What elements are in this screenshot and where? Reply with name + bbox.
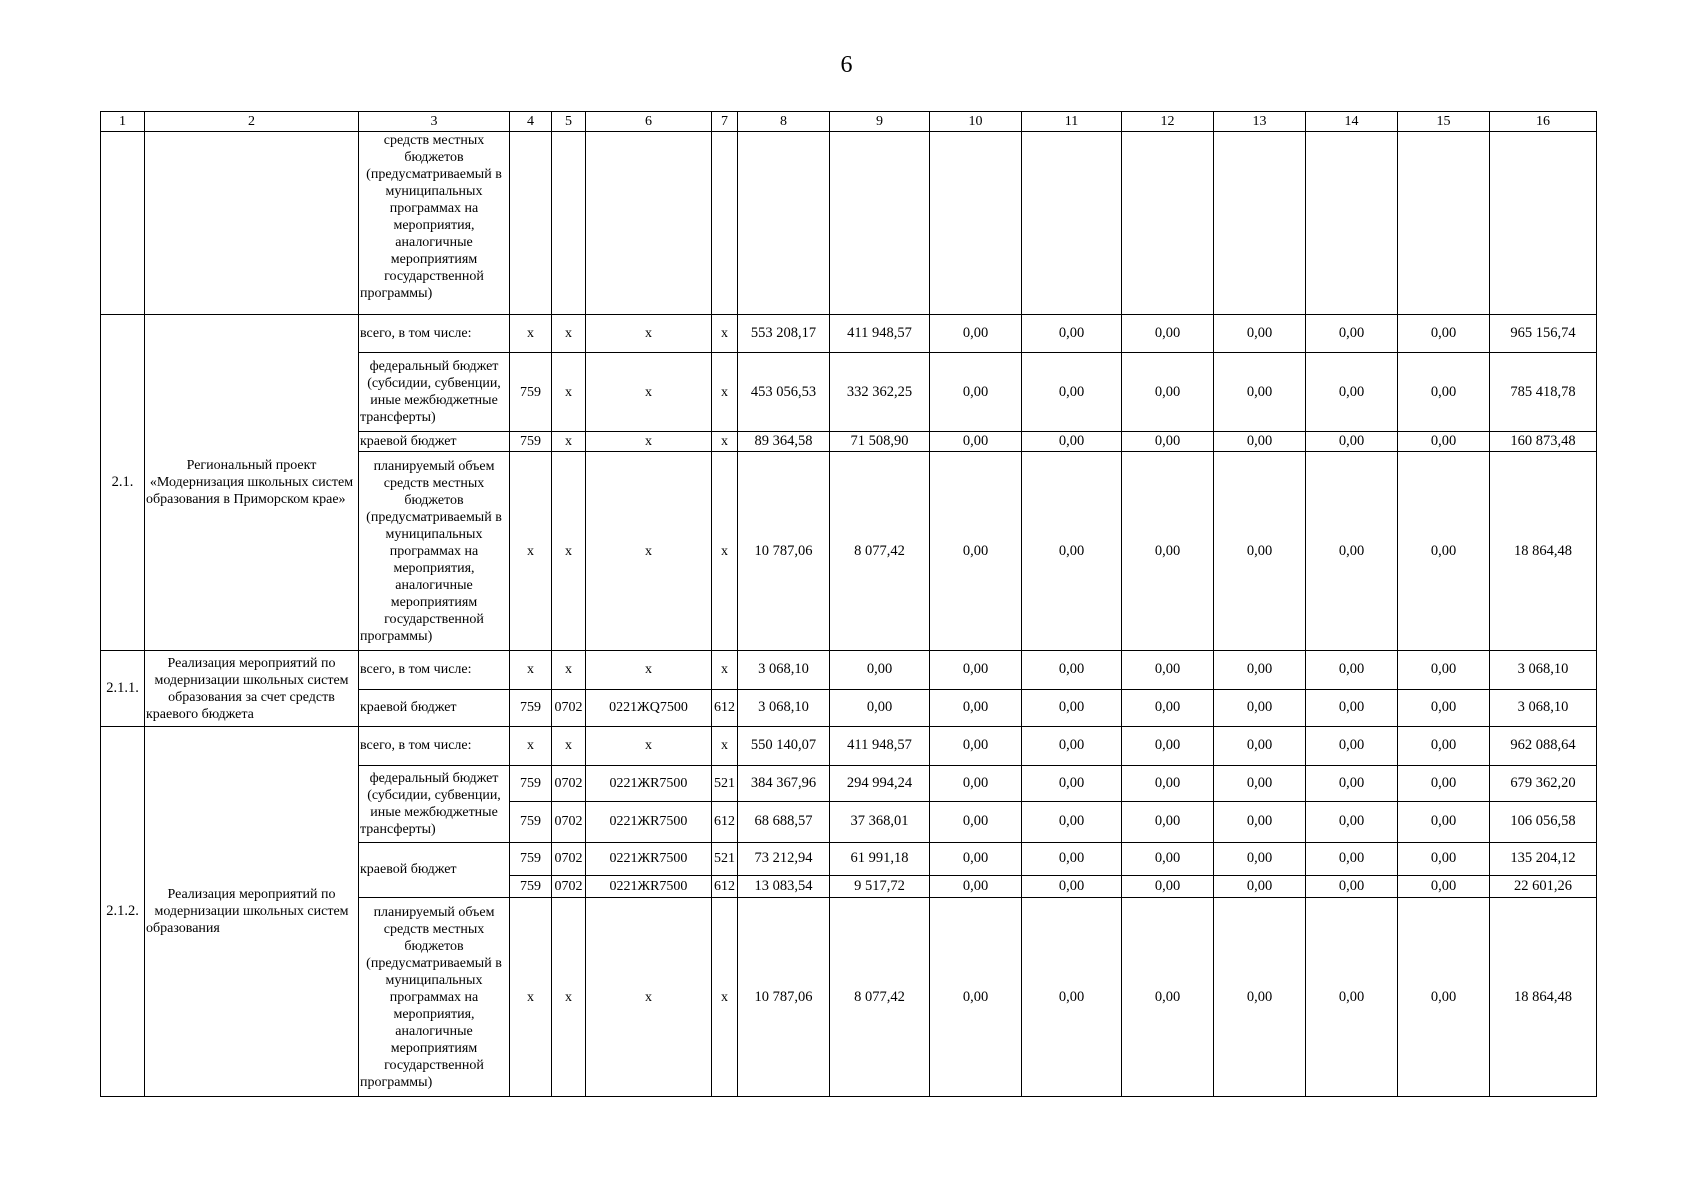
year-10-cell: 0,00: [930, 689, 1022, 726]
gov-code-cell: 759: [510, 842, 552, 875]
section-code-cell: x: [552, 727, 586, 766]
year-13-cell: 0,00: [1214, 727, 1306, 766]
total-cell: 962 088,64: [1490, 727, 1597, 766]
expense-type-cell: 612: [712, 802, 738, 843]
year-12-cell: 0,00: [1122, 765, 1214, 801]
table-row: [101, 314, 1597, 353]
gov-code-cell: x: [510, 898, 552, 1097]
total-cell: 785 418,78: [1490, 353, 1597, 432]
section-code-cell: x: [552, 452, 586, 651]
year-11-cell: 0,00: [1022, 432, 1122, 452]
header-cell: 3: [359, 112, 510, 132]
funding-source-label: всего, в том числе:: [359, 727, 510, 766]
year-8-cell: 13 083,54: [738, 876, 830, 898]
budget-table: [100, 111, 1597, 1097]
year-14-cell: 0,00: [1306, 353, 1398, 432]
section-code-cell: 0702: [552, 765, 586, 801]
gov-code-cell: 759: [510, 353, 552, 432]
funding-source-label: федеральный бюджет (субсидии, субвенции, иные межбюджетные трансферты): [359, 765, 510, 842]
header-cell: 6: [586, 112, 712, 132]
expense-type-cell: x: [712, 353, 738, 432]
gov-code-cell: x: [510, 727, 552, 766]
total-cell: 679 362,20: [1490, 765, 1597, 801]
year-15-cell: 0,00: [1398, 432, 1490, 452]
year-14-cell: 0,00: [1306, 432, 1398, 452]
year-8-cell: 550 140,07: [738, 727, 830, 766]
year-12-cell: 0,00: [1122, 689, 1214, 726]
year-15-cell: 0,00: [1398, 353, 1490, 432]
year-10-cell: 0,00: [930, 727, 1022, 766]
funding-source-label: краевой бюджет: [359, 432, 510, 452]
header-cell: 16: [1490, 112, 1597, 132]
funding-source-label: краевой бюджет: [359, 842, 510, 898]
year-14-cell: 0,00: [1306, 651, 1398, 690]
year-11-cell: 0,00: [1022, 689, 1122, 726]
header-cell: 2: [145, 112, 359, 132]
year-8-cell: 3 068,10: [738, 689, 830, 726]
year-10-cell: 0,00: [930, 802, 1022, 843]
year-10-cell: 0,00: [930, 898, 1022, 1097]
year-12-cell: 0,00: [1122, 432, 1214, 452]
year-10-cell: 0,00: [930, 842, 1022, 875]
year-14-cell: 0,00: [1306, 898, 1398, 1097]
year-13-cell: 0,00: [1214, 876, 1306, 898]
year-11-cell: 0,00: [1022, 727, 1122, 766]
year-9-cell: 9 517,72: [830, 876, 930, 898]
total-cell: 106 056,58: [1490, 802, 1597, 843]
section-number: 2.1.: [101, 314, 145, 650]
year-12-cell: 0,00: [1122, 842, 1214, 875]
year-8-cell: 73 212,94: [738, 842, 830, 875]
gov-code-cell: x: [510, 452, 552, 651]
year-14-cell: 0,00: [1306, 765, 1398, 801]
table-row: [101, 651, 1597, 690]
expense-type-cell: x: [712, 452, 738, 651]
year-12-cell: 0,00: [1122, 314, 1214, 353]
year-9-cell: 71 508,90: [830, 432, 930, 452]
year-11-cell: 0,00: [1022, 765, 1122, 801]
year-14-cell: 0,00: [1306, 727, 1398, 766]
year-15-cell: 0,00: [1398, 689, 1490, 726]
year-8-cell: 68 688,57: [738, 802, 830, 843]
table-row: [101, 727, 1597, 766]
year-14-cell: 0,00: [1306, 876, 1398, 898]
total-cell: 3 068,10: [1490, 651, 1597, 690]
total-cell: 18 864,48: [1490, 452, 1597, 651]
expense-type-cell: 521: [712, 842, 738, 875]
section-name: Региональный проект «Модернизация школьных систем образования в Приморском крае»: [145, 314, 359, 650]
header-cell: 11: [1022, 112, 1122, 132]
gov-code-cell: 759: [510, 432, 552, 452]
year-15-cell: 0,00: [1398, 802, 1490, 843]
section-code-cell: 0702: [552, 802, 586, 843]
year-13-cell: 0,00: [1214, 353, 1306, 432]
header-cell: 8: [738, 112, 830, 132]
target-code-cell: x: [586, 314, 712, 353]
year-8-cell: 89 364,58: [738, 432, 830, 452]
year-12-cell: 0,00: [1122, 651, 1214, 690]
year-9-cell: 411 948,57: [830, 314, 930, 353]
year-10-cell: 0,00: [930, 432, 1022, 452]
header-cell: 14: [1306, 112, 1398, 132]
year-13-cell: 0,00: [1214, 314, 1306, 353]
target-code-cell: x: [586, 353, 712, 432]
target-code-cell: x: [586, 727, 712, 766]
year-12-cell: 0,00: [1122, 876, 1214, 898]
expense-type-cell: x: [712, 651, 738, 690]
year-9-cell: 8 077,42: [830, 898, 930, 1097]
page-number: 6: [840, 52, 853, 78]
total-cell: 18 864,48: [1490, 898, 1597, 1097]
funding-source-label: всего, в том числе:: [359, 651, 510, 690]
year-15-cell: 0,00: [1398, 727, 1490, 766]
year-14-cell: 0,00: [1306, 842, 1398, 875]
total-cell: 160 873,48: [1490, 432, 1597, 452]
expense-type-cell: 612: [712, 876, 738, 898]
year-8-cell: 3 068,10: [738, 651, 830, 690]
total-cell: 135 204,12: [1490, 842, 1597, 875]
year-13-cell: 0,00: [1214, 651, 1306, 690]
year-8-cell: 453 056,53: [738, 353, 830, 432]
year-11-cell: 0,00: [1022, 842, 1122, 875]
year-10-cell: 0,00: [930, 765, 1022, 801]
total-cell: 3 068,10: [1490, 689, 1597, 726]
year-11-cell: 0,00: [1022, 876, 1122, 898]
year-12-cell: 0,00: [1122, 452, 1214, 651]
header-cell: 7: [712, 112, 738, 132]
target-code-cell: x: [586, 898, 712, 1097]
expense-type-cell: x: [712, 314, 738, 353]
year-9-cell: 411 948,57: [830, 727, 930, 766]
total-cell: 22 601,26: [1490, 876, 1597, 898]
expense-type-cell: x: [712, 432, 738, 452]
year-11-cell: 0,00: [1022, 353, 1122, 432]
year-13-cell: 0,00: [1214, 452, 1306, 651]
gov-code-cell: 759: [510, 802, 552, 843]
total-cell: 965 156,74: [1490, 314, 1597, 353]
year-13-cell: 0,00: [1214, 898, 1306, 1097]
year-11-cell: 0,00: [1022, 452, 1122, 651]
target-code-cell: x: [586, 651, 712, 690]
year-14-cell: 0,00: [1306, 452, 1398, 651]
section-code-cell: x: [552, 898, 586, 1097]
header-cell: 1: [101, 112, 145, 132]
year-12-cell: 0,00: [1122, 898, 1214, 1097]
year-14-cell: 0,00: [1306, 689, 1398, 726]
funding-source-label: планируемый объем средств местных бюджетов (предусматриваемый в муниципальных программах на мероприятия, аналогичные мероприятиям государственной программы): [359, 898, 510, 1097]
funding-source-label: средств местных бюджетов (предусматриваемый в муниципальных программах на мероприятия, аналогичные мероприятиям государственной программы): [359, 132, 510, 314]
year-12-cell: 0,00: [1122, 802, 1214, 843]
year-8-cell: 10 787,06: [738, 898, 830, 1097]
header-cell: 10: [930, 112, 1022, 132]
header-cell: 12: [1122, 112, 1214, 132]
year-9-cell: 332 362,25: [830, 353, 930, 432]
funding-source-label: планируемый объем средств местных бюджетов (предусматриваемый в муниципальных программах на мероприятия, аналогичные мероприятиям государственной программы): [359, 452, 510, 651]
year-9-cell: 0,00: [830, 689, 930, 726]
year-10-cell: 0,00: [930, 452, 1022, 651]
year-13-cell: 0,00: [1214, 432, 1306, 452]
year-14-cell: 0,00: [1306, 802, 1398, 843]
section-code-cell: 0702: [552, 876, 586, 898]
year-13-cell: 0,00: [1214, 842, 1306, 875]
target-code-cell: 0221ЖR7500: [586, 802, 712, 843]
year-8-cell: 553 208,17: [738, 314, 830, 353]
gov-code-cell: 759: [510, 876, 552, 898]
year-15-cell: 0,00: [1398, 452, 1490, 651]
funding-source-label: всего, в том числе:: [359, 314, 510, 353]
section-code-cell: x: [552, 651, 586, 690]
year-10-cell: 0,00: [930, 353, 1022, 432]
section-name: Реализация мероприятий по модернизации школьных систем образования за счет средств краевого бюджета: [145, 651, 359, 727]
year-10-cell: 0,00: [930, 314, 1022, 353]
header-cell: 15: [1398, 112, 1490, 132]
year-13-cell: 0,00: [1214, 802, 1306, 843]
year-11-cell: 0,00: [1022, 898, 1122, 1097]
year-8-cell: 384 367,96: [738, 765, 830, 801]
year-11-cell: 0,00: [1022, 651, 1122, 690]
year-10-cell: 0,00: [930, 876, 1022, 898]
section-code-cell: x: [552, 353, 586, 432]
year-8-cell: 10 787,06: [738, 452, 830, 651]
target-code-cell: x: [586, 452, 712, 651]
header-cell: 5: [552, 112, 586, 132]
target-code-cell: 0221ЖR7500: [586, 765, 712, 801]
year-14-cell: 0,00: [1306, 314, 1398, 353]
expense-type-cell: x: [712, 898, 738, 1097]
year-12-cell: 0,00: [1122, 727, 1214, 766]
section-name: Реализация мероприятий по модернизации школьных систем образования: [145, 727, 359, 1097]
section-code-cell: x: [552, 314, 586, 353]
header-row: [101, 112, 1597, 132]
expense-type-cell: 612: [712, 689, 738, 726]
section-code-cell: 0702: [552, 842, 586, 875]
year-15-cell: 0,00: [1398, 876, 1490, 898]
year-15-cell: 0,00: [1398, 765, 1490, 801]
gov-code-cell: x: [510, 314, 552, 353]
target-code-cell: 0221ЖR7500: [586, 876, 712, 898]
gov-code-cell: x: [510, 651, 552, 690]
section-code-cell: 0702: [552, 689, 586, 726]
year-15-cell: 0,00: [1398, 842, 1490, 875]
year-9-cell: 61 991,18: [830, 842, 930, 875]
gov-code-cell: 759: [510, 765, 552, 801]
target-code-cell: 0221ЖQ7500: [586, 689, 712, 726]
header-cell: 9: [830, 112, 930, 132]
year-11-cell: 0,00: [1022, 314, 1122, 353]
year-13-cell: 0,00: [1214, 689, 1306, 726]
table-row: [101, 132, 1597, 314]
year-15-cell: 0,00: [1398, 314, 1490, 353]
target-code-cell: x: [586, 432, 712, 452]
year-9-cell: 294 994,24: [830, 765, 930, 801]
funding-source-label: краевой бюджет: [359, 689, 510, 726]
header-cell: 13: [1214, 112, 1306, 132]
year-15-cell: 0,00: [1398, 651, 1490, 690]
funding-source-label: федеральный бюджет (субсидии, субвенции, иные межбюджетные трансферты): [359, 353, 510, 432]
expense-type-cell: 521: [712, 765, 738, 801]
target-code-cell: 0221ЖR7500: [586, 842, 712, 875]
section-code-cell: x: [552, 432, 586, 452]
year-10-cell: 0,00: [930, 651, 1022, 690]
year-11-cell: 0,00: [1022, 802, 1122, 843]
section-number: 2.1.2.: [101, 727, 145, 1097]
year-15-cell: 0,00: [1398, 898, 1490, 1097]
gov-code-cell: 759: [510, 689, 552, 726]
expense-type-cell: x: [712, 727, 738, 766]
year-9-cell: 8 077,42: [830, 452, 930, 651]
header-cell: 4: [510, 112, 552, 132]
year-13-cell: 0,00: [1214, 765, 1306, 801]
year-9-cell: 37 368,01: [830, 802, 930, 843]
section-number: 2.1.1.: [101, 651, 145, 727]
year-12-cell: 0,00: [1122, 353, 1214, 432]
year-9-cell: 0,00: [830, 651, 930, 690]
